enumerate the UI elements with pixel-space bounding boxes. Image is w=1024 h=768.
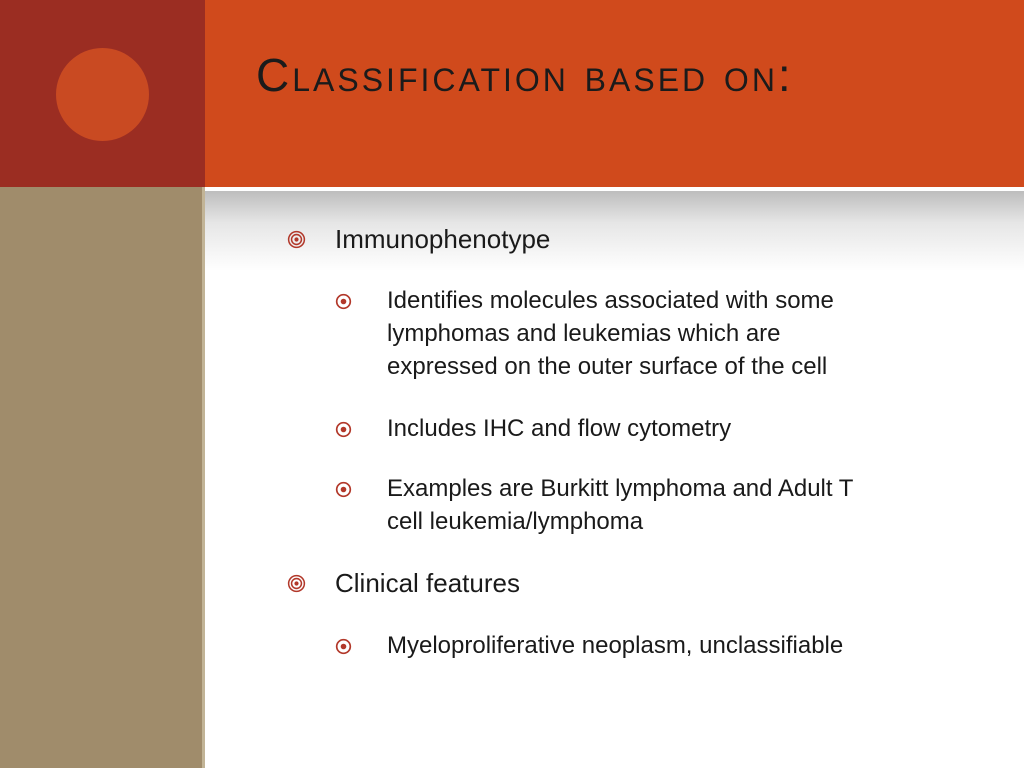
ring-dot-bullet-icon [335, 481, 352, 498]
sub-bullet-line: Includes IHC and flow cytometry [387, 415, 732, 442]
double-ring-bullet-icon [287, 574, 306, 593]
ring-dot-bullet-icon [335, 293, 352, 310]
double-ring-bullet-icon [287, 230, 306, 249]
slide-title: Classification based on: [256, 49, 794, 101]
bullet-text: Immunophenotype [335, 224, 551, 254]
sub-bullet-line: lymphomas and leukemias which are [387, 320, 781, 347]
bullet-text: Clinical features [335, 568, 520, 598]
sub-bullet-line: Myeloproliferative neoplasm, unclassifiable [387, 632, 844, 659]
sub-bullet-line: Identifies molecules associated with some [387, 287, 834, 314]
sub-bullet-item [387, 629, 843, 662]
sub-bullet-item [387, 284, 834, 383]
sub-bullet-item [387, 472, 853, 538]
sub-bullet-line: Examples are Burkitt lymphoma and Adult T [387, 475, 854, 502]
ring-dot-bullet-icon [335, 421, 352, 438]
ring-dot-bullet-icon [335, 638, 352, 655]
sub-bullet-item [387, 412, 731, 445]
sub-bullet-line: cell leukemia/lymphoma [387, 508, 644, 535]
bullet-item [335, 224, 550, 255]
bullet-item [335, 568, 520, 599]
sub-bullet-line: expressed on the outer surface of the cell [387, 353, 828, 380]
